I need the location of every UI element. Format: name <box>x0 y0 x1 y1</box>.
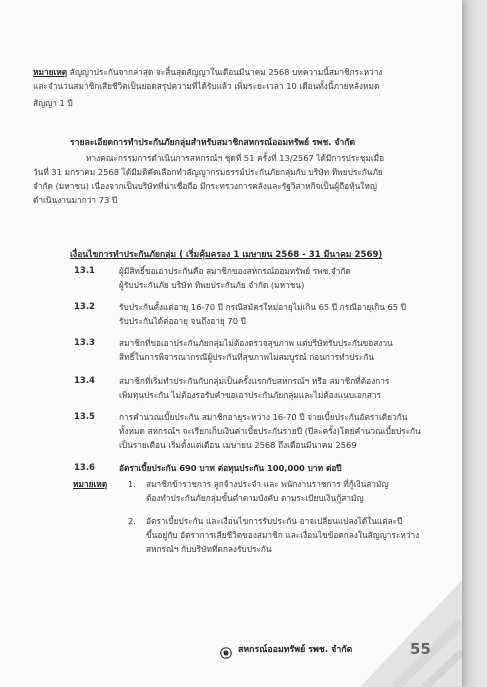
page-number: 55 <box>410 640 431 658</box>
corner-decoration <box>300 560 462 687</box>
item-13-5-line-2: ทั้งหมด สหกรณ์ฯ จะเรียกเก็บเงินค่าเบี้ยประกันรายปี (ปีละครั้ง)โดยคำนวณเบี้ยประกัน <box>119 426 421 436</box>
note-line-2: และจำนวนสมาชิกเสียชีวิตเป็นยอดสรุปความที่ได้รับแล้ว เพิ่มระยะเวลา 10 เดือนทั้งนี้ภายหลังหมด <box>33 81 380 91</box>
item-13-4-line-1: สมาชิกที่เริ่มทำประกันกับกลุ่มเป็นครั้งแรกกับสหกรณ์ฯ หรือ สมาชิกที่ต้องการ <box>119 376 390 386</box>
item-number: 13.1 <box>74 266 95 276</box>
remark-1-line-2: ต้องทำประกันภัยกลุ่มขั้นต่ำตามบังคับ ตามระเบียบเงินกู้สามัญ <box>146 493 364 503</box>
item-13-2-line-2: รับประกันได้ต่ออายุ จนถึงอายุ 70 ปี <box>119 316 246 326</box>
item-number: 13.5 <box>74 412 95 422</box>
item-number: 13.6 <box>74 463 95 473</box>
remark-number: 1. <box>128 479 136 489</box>
item-13-1-line-1: ผู้มีสิทธิ์ขอเอาประกันคือ สมาชิกของสหกรณ์ออมทรัพย์ รพช.จำกัด <box>119 266 351 276</box>
item-13-5-line-3: เป็นรายเดือน เริ่มตั้งแต่เดือน เมษายน 2568 ถึงเดือนมีนาคม 2569 <box>119 440 357 450</box>
item-13-3-line-1: สมาชิกที่ขอเอาประกันภัยกลุ่มไม่ต้องตรวจสุขภาพ แต่บริษัทรับประกันขอสงวน <box>119 338 393 348</box>
paragraph-line-3: จำกัด (มหาชน) เนื่องจากเป็นบริษัทที่น่าเชื่อถือ มีกระทรวงการคลังและรัฐวิสาหกิจเป็นผู้ถือหุ้นใหญ่ <box>33 181 377 191</box>
remark-2-line-3: สหกรณ์ฯ กับบริษัทที่ตกลงรับประกัน <box>146 544 272 554</box>
item-13-2-line-1: รับประกันตั้งแต่อายุ 16-70 ปี กรณีสมัครใหม่อายุไม่เกิน 65 ปี กรณีอายุเกิน 65 ปี <box>119 302 406 312</box>
note-label: หมายเหตุ <box>33 67 68 77</box>
remark-number: 2. <box>128 516 136 526</box>
paragraph-line-4: ดำเนินงานมากว่า 73 ปี <box>33 195 118 205</box>
item-13-6-line-1: อัตราเบี้ยประกัน 690 บาท ต่อทุนประกัน 100,000 บาท ต่อปี <box>119 463 342 473</box>
remark-label: หมายเหตุ <box>73 479 108 489</box>
item-13-4-line-2: เพิ่มทุนประกัน ไม่ต้องรอรับคำขอเอาประกันภัยกลุ่มและไม่ต้องแนบเอกสาร <box>119 390 382 400</box>
item-13-1-line-2: ผู้รับประกันภัย บริษัท ทิพยประกันภัย จำกัด (มหาชน) <box>119 280 305 290</box>
item-13-3-line-2: สิทธิ์ในการพิจารณากรณีผู้ประกันที่สุขภาพไม่สมบูรณ์ ก่อนการทำประกัน <box>119 352 375 362</box>
note-text-1: สัญญาประกันจากล่าสุด จะสิ้นสุดสัญญาในเดือนมีนาคม 2568 บทความนี้สมาชิกระหว่าง <box>69 67 383 77</box>
footer-org-name: สหกรณ์ออมทรัพย์ รพช. จำกัด <box>238 645 353 655</box>
conditions-heading: เงื่อนไขการทำประกันภัยกลุ่ม ( เริ่มคุ้มครอง 1 เมษายน 2568 - 31 มีนาคม 2569) <box>70 250 383 260</box>
background-right <box>462 0 487 687</box>
org-logo-icon <box>220 644 232 656</box>
remark-2-line-1: อัตราเบี้ยประกัน และเงื่อนไขการรับประกัน อาจเปลี่ยนแปลงได้ในแต่ละปี <box>146 516 403 526</box>
item-number: 13.3 <box>74 338 95 348</box>
section-title: รายละเอียดการทำประกันภัยกลุ่มสำหรับสมาชิกสหกรณ์ออมทรัพย์ รพช. จำกัด <box>70 138 356 148</box>
item-13-5-line-1: การคำนวณเบี้ยประกัน สมาชิกอายุระหว่าง 16-70 ปี จ่ายเบี้ยประกันอัตราเดียวกัน <box>119 412 408 422</box>
item-number: 13.2 <box>74 302 95 312</box>
note-line-1 <box>33 66 382 78</box>
paragraph-line-2: วันที่ 31 มกราคม 2568 ได้มีมติคัดเลือกทำสัญญากรมธรรม์ประกันภัยกลุ่มกับ บริษัท ทิพยประกันภัย <box>33 167 383 177</box>
paragraph-line-1: ทางคณะกรรมการดำเนินการสหกรณ์ฯ ชุดที่ 51 ครั้งที่ 13/2567 ได้มีการประชุมเมื่อ <box>86 153 385 163</box>
item-number: 13.4 <box>74 376 95 386</box>
note-line-3: สัญญา 1 ปี <box>33 98 73 108</box>
remark-1-line-1: สมาชิกข้าราชการ ลูกจ้างประจำ และ พนักงานราชการ ที่กู้เงินสามัญ <box>146 479 389 489</box>
remark-2-line-2: ขึ้นอยู่กับ อัตราการเสียชีวิตของสมาชิก และเงื่อนไขข้อตกลงในสัญญาระหว่าง <box>146 530 420 540</box>
